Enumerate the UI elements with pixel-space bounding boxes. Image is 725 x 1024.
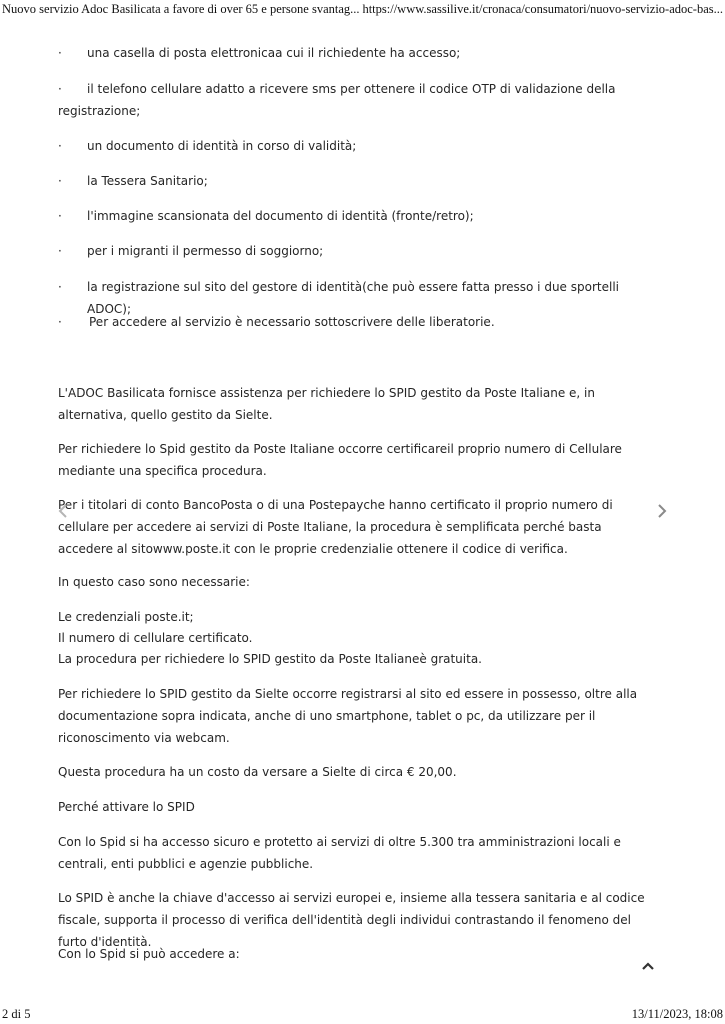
page-number: 2 di 5 — [2, 1007, 31, 1021]
bullet-dot: · — [58, 46, 62, 60]
list-item — [58, 311, 648, 333]
list-item-text: la Tessera Sanitario; — [87, 174, 208, 188]
list-item-text: una casella di posta elettronicaa cui il richiedente ha accesso; — [87, 46, 461, 60]
list-item — [58, 78, 648, 122]
chevron-up-icon[interactable] — [637, 955, 659, 977]
chevron-left-icon[interactable] — [56, 499, 70, 523]
paragraph: Questa procedura ha un costo da versare a Sielte di circa € 20,00. — [58, 765, 457, 779]
bullet-dot: · — [58, 244, 62, 258]
list-item — [58, 205, 648, 227]
list-item-text: per i migranti il permesso di soggiorno; — [87, 244, 324, 258]
paragraph: Lo SPID è anche la chiave d'accesso ai servizi europei e, insieme alla tessera sanitaria e al codice fiscale, supporta il processo di verifica dell'identità degli individui contrastando il fenomeno del furto d'identità. — [58, 891, 645, 949]
paragraph: Per i titolari di conto BancoPosta o di una Postepayche hanno certificato il proprio numero di cellulare per accedere ai servizi di Poste Italiane, la procedura è semplificata perché basta accedere al sitowww.poste.it con le proprie credenzialie ottenere il codice di verifica. — [58, 498, 613, 556]
chevron-right-icon[interactable] — [655, 499, 669, 523]
bullet-dot: · — [58, 174, 62, 188]
list-item — [58, 42, 648, 64]
bullet-dot: · — [58, 315, 62, 329]
paragraph: Le credenziali poste.it; — [58, 610, 194, 624]
bullet-dot: · — [58, 82, 62, 96]
page-url: https://www.sassilive.it/cronaca/consumatori/nuovo-servizio-adoc-bas... — [362, 2, 723, 16]
paragraph: Per richiedere lo Spid gestito da Poste Italiane occorre certificareil proprio numero di Cellulare mediante una specifica procedura. — [58, 442, 622, 478]
print-date: 13/11/2023, 18:08 — [631, 1007, 723, 1021]
list-item-text: un documento di identità in corso di validità; — [87, 139, 357, 153]
list-item — [58, 240, 648, 262]
page-title: Nuovo servizio Adoc Basilicata a favore di over 65 e persone svantag... — [2, 2, 360, 16]
bullet-dot: · — [58, 209, 62, 223]
list-item — [58, 135, 648, 157]
paragraph: Perché attivare lo SPID — [58, 800, 195, 814]
paragraph: Con lo Spid si può accedere a: — [58, 947, 240, 961]
list-item-text: il telefono cellulare adatto a ricevere sms per ottenere il codice OTP di validazione della registrazione; — [58, 82, 616, 118]
paragraph: La procedura per richiedere lo SPID gestito da Poste Italianeè gratuita. — [58, 652, 482, 666]
paragraph: Per richiedere lo SPID gestito da Sielte occorre registrarsi al sito ed essere in possesso, oltre alla documentazione sopra indicata, anche di uno smartphone, tablet o pc, da utilizzare per il riconoscimento via webcam. — [58, 687, 638, 745]
list-item-text: la registrazione sul sito del gestore di identità(che può essere fatta presso i due sportelli ADOC); — [87, 280, 619, 316]
paragraph: Il numero di cellulare certificato. — [58, 631, 253, 645]
paragraph: In questo caso sono necessarie: — [58, 575, 250, 589]
bullet-dot: · — [58, 280, 62, 294]
paragraph: Con lo Spid si ha accesso sicuro e protetto ai servizi di oltre 5.300 tra amministrazioni locali e centrali, enti pubblici e agenzie pubbliche. — [58, 835, 621, 871]
list-item-text: Per accedere al servizio è necessario sottoscrivere delle liberatorie. — [89, 315, 495, 329]
paragraph: L'ADOC Basilicata fornisce assistenza per richiedere lo SPID gestito da Poste Italiane e, in alternativa, quello gestito da Sielte. — [58, 386, 595, 422]
print-header — [2, 2, 723, 18]
bullet-dot: · — [58, 139, 62, 153]
list-item — [58, 170, 648, 192]
print-footer — [2, 1006, 723, 1022]
list-item-text: l'immagine scansionata del documento di identità (fronte/retro); — [87, 209, 474, 223]
